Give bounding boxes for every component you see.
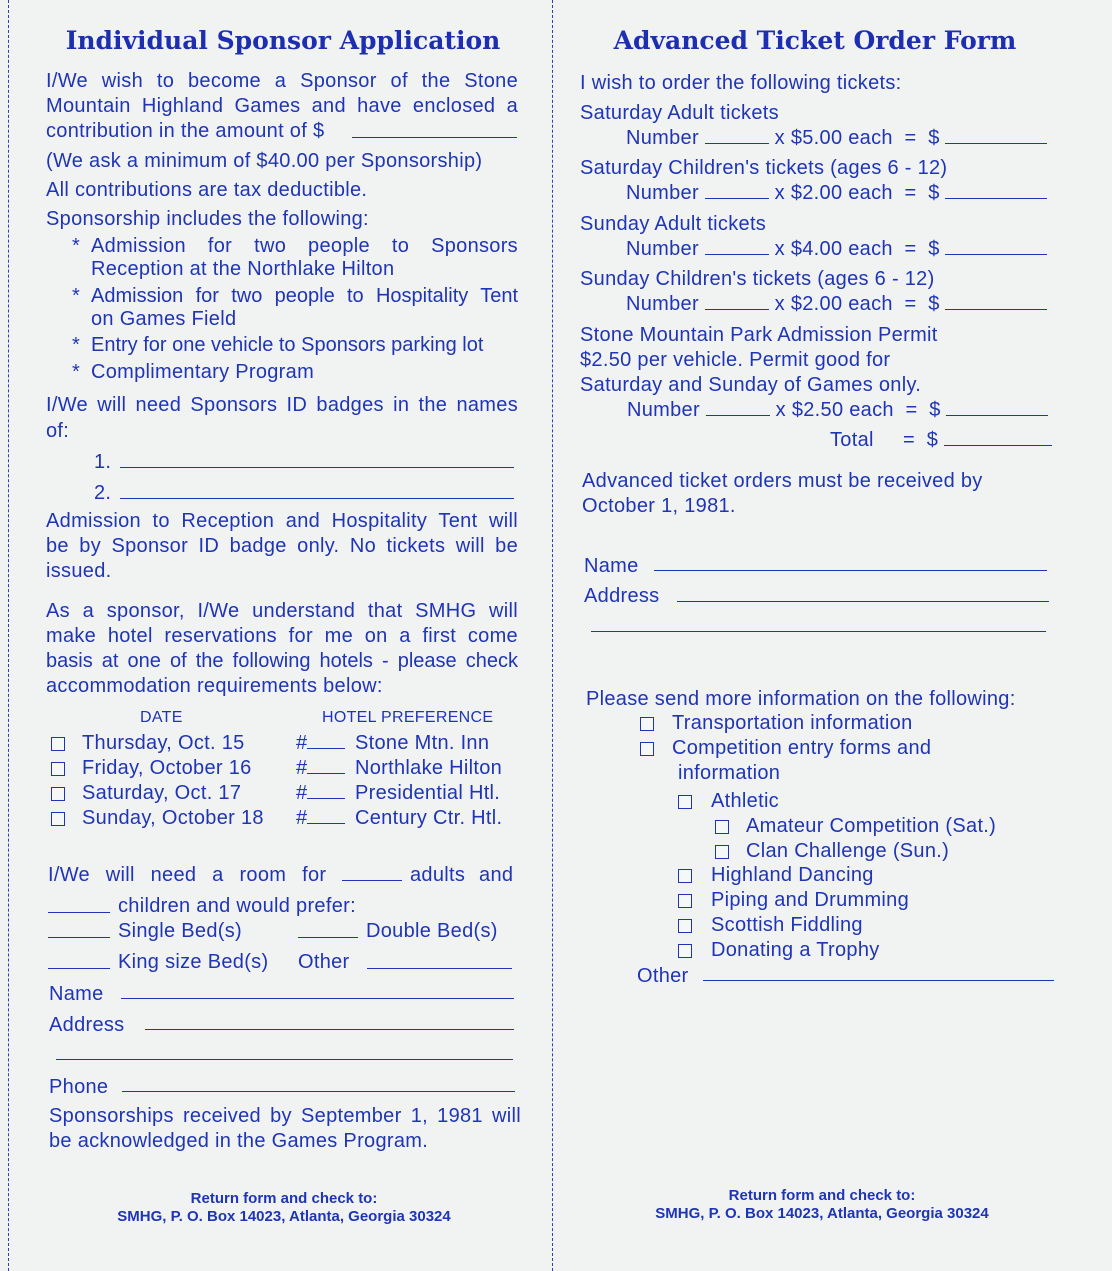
amount-field[interactable] — [945, 293, 1047, 310]
permit-amount-field[interactable] — [946, 399, 1048, 416]
hotel-option: Presidential Htl. — [355, 782, 501, 804]
badge-number: 2. — [94, 482, 112, 504]
permit-text: $2.50 per vehicle. Permit good for — [580, 349, 891, 371]
benefit-item: Admission for two people to Sponsors — [91, 235, 518, 257]
total-label: Total = $ — [830, 429, 939, 451]
address-label: Address — [49, 1014, 125, 1036]
total-row — [830, 429, 1052, 451]
benefit-item: on Games Field — [91, 308, 237, 330]
minimum-note: (We ask a minimum of $40.00 per Sponsorship) — [46, 150, 483, 172]
info-option: Highland Dancing — [711, 864, 874, 886]
hash-label: # — [296, 732, 308, 754]
king-bed-label: King size Bed(s) — [118, 951, 269, 973]
hotel-intro: basis at one of the following hotels - please check — [46, 650, 518, 672]
deadline-text: Advanced ticket orders must be received by — [582, 470, 983, 492]
date-option: Saturday, Oct. 17 — [82, 782, 242, 804]
ticket-row — [626, 238, 1047, 260]
bullet-icon: * — [72, 361, 81, 383]
info-option: Scottish Fiddling — [711, 914, 863, 936]
name-field[interactable] — [121, 998, 514, 999]
number-label: Number — [626, 238, 699, 260]
other-bed-field[interactable] — [367, 968, 512, 969]
info-checkbox[interactable] — [678, 869, 692, 883]
ticket-row — [626, 182, 1047, 204]
info-checkbox[interactable] — [640, 742, 654, 756]
quantity-field[interactable] — [705, 182, 769, 199]
bullet-icon: * — [72, 235, 81, 257]
date-checkbox[interactable] — [51, 812, 65, 826]
info-option: Athletic — [711, 790, 779, 812]
tickets-title: Advanced Ticket Order Form — [613, 26, 1017, 55]
phone-field[interactable] — [122, 1091, 515, 1092]
room-text: children and would prefer: — [118, 895, 356, 917]
info-checkbox[interactable] — [678, 795, 692, 809]
intro-line: Mountain Highland Games and have enclosed a — [46, 95, 518, 117]
quantity-field[interactable] — [705, 238, 769, 255]
info-checkbox[interactable] — [640, 717, 654, 731]
intro-line: contribution in the amount of $ — [46, 120, 325, 142]
number-label: Number — [627, 399, 700, 421]
other-label: Other — [298, 951, 350, 973]
admission-text: be by Sponsor ID badge only. No tickets will be — [46, 535, 518, 557]
amount-field[interactable] — [945, 182, 1047, 199]
number-label: Number — [626, 127, 699, 149]
badges-text: of: — [46, 420, 70, 442]
hotel-option: Stone Mtn. Inn — [355, 732, 490, 754]
contribution-amount-field[interactable] — [352, 137, 517, 138]
permit-text: Stone Mountain Park Admission Permit — [580, 324, 938, 346]
bullet-icon: * — [72, 285, 81, 307]
badge-name-1-field[interactable] — [120, 467, 514, 468]
double-bed-label: Double Bed(s) — [366, 920, 498, 942]
address-field-2[interactable] — [56, 1059, 513, 1060]
info-checkbox[interactable] — [678, 894, 692, 908]
name-label: Name — [49, 983, 104, 1005]
perforation-center — [552, 0, 553, 1271]
date-checkbox[interactable] — [51, 787, 65, 801]
permit-row — [627, 399, 1048, 421]
address-field[interactable] — [145, 1029, 514, 1030]
amount-field[interactable] — [945, 238, 1047, 255]
adults-count-field[interactable] — [342, 880, 402, 881]
ticket-name-field[interactable] — [654, 570, 1047, 571]
deadline-text: October 1, 1981. — [582, 495, 736, 517]
address-label: Address — [584, 585, 660, 607]
hotel-rank[interactable] — [296, 807, 345, 829]
hash-label: # — [296, 782, 308, 804]
room-text: adults and — [410, 864, 514, 886]
includes-heading: Sponsorship includes the following: — [46, 208, 369, 230]
ack-text: Sponsorships received by September 1, 1981 will — [49, 1105, 521, 1127]
return-heading: Return form and check to: — [728, 1187, 916, 1204]
sponsor-title: Individual Sponsor Application — [65, 26, 501, 55]
quantity-field[interactable] — [705, 127, 769, 144]
hotel-option: Northlake Hilton — [355, 757, 503, 779]
permit-text: Saturday and Sunday of Games only. — [580, 374, 922, 396]
single-bed-field[interactable] — [48, 937, 110, 938]
price-label: x $2.50 each = $ — [775, 399, 941, 421]
hotel-intro: As a sponsor, I/We understand that SMHG will — [46, 600, 518, 622]
badges-text: I/We will need Sponsors ID badges in the names — [46, 394, 518, 416]
ticket-type: Saturday Adult tickets — [580, 102, 779, 124]
date-header: DATE — [140, 709, 183, 726]
other-label: Other — [637, 965, 689, 987]
number-label: Number — [626, 293, 699, 315]
info-checkbox[interactable] — [715, 820, 729, 834]
tax-note: All contributions are tax deductible. — [46, 179, 368, 201]
hash-label: # — [296, 807, 308, 829]
bullet-icon: * — [72, 334, 81, 356]
date-checkbox[interactable] — [51, 762, 65, 776]
hotel-intro: accommodation requirements below: — [46, 675, 383, 697]
date-option: Friday, October 16 — [82, 757, 252, 779]
other-info-field[interactable] — [703, 980, 1054, 981]
phone-label: Phone — [49, 1076, 109, 1098]
single-bed-label: Single Bed(s) — [118, 920, 242, 942]
double-bed-field[interactable] — [298, 937, 358, 938]
price-label: x $2.00 each = $ — [774, 182, 940, 204]
hotel-rank[interactable] — [296, 757, 345, 779]
name-label: Name — [584, 555, 639, 577]
room-text: I/We will need a room for — [48, 864, 327, 886]
info-option: Piping and Drumming — [711, 889, 910, 911]
hotel-rank[interactable] — [296, 732, 345, 754]
price-label: x $2.00 each = $ — [774, 293, 940, 315]
info-intro: Please send more information on the following: — [586, 688, 1016, 710]
date-checkbox[interactable] — [51, 737, 65, 751]
intro-line: I/We wish to become a Sponsor of the Stone — [46, 70, 518, 92]
hotel-intro: make hotel reservations for me on a first come — [46, 625, 518, 647]
king-bed-field[interactable] — [48, 968, 110, 969]
hotel-option: Century Ctr. Htl. — [355, 807, 503, 829]
info-option: information — [678, 762, 781, 784]
permit-quantity-field[interactable] — [706, 399, 770, 416]
ticket-type: Saturday Children's tickets (ages 6 - 12) — [580, 157, 948, 179]
perforation-left — [8, 0, 9, 1271]
benefit-item: Admission for two people to Hospitality Tent — [91, 285, 518, 307]
ack-text: be acknowledged in the Games Program. — [49, 1130, 429, 1152]
return-address: SMHG, P. O. Box 14023, Atlanta, Georgia 30324 — [117, 1208, 451, 1225]
info-option: Donating a Trophy — [711, 939, 880, 961]
total-field[interactable] — [944, 429, 1052, 446]
ticket-row — [626, 293, 1047, 315]
info-checkbox[interactable] — [715, 845, 729, 859]
badge-name-2-field[interactable] — [120, 498, 514, 499]
tickets-intro: I wish to order the following tickets: — [580, 72, 902, 94]
info-option: Clan Challenge (Sun.) — [746, 840, 950, 862]
ticket-type: Sunday Children's tickets (ages 6 - 12) — [580, 268, 935, 290]
children-count-field[interactable] — [48, 912, 110, 913]
ticket-address-field-2[interactable] — [591, 631, 1046, 632]
benefit-item: Reception at the Northlake Hilton — [91, 258, 395, 280]
hash-label: # — [296, 757, 308, 779]
return-heading: Return form and check to: — [190, 1190, 378, 1207]
date-option: Sunday, October 18 — [82, 807, 264, 829]
badge-number: 1. — [94, 451, 112, 473]
ticket-type: Sunday Adult tickets — [580, 213, 767, 235]
info-option: Transportation information — [672, 712, 913, 734]
admission-text: issued. — [46, 560, 112, 582]
ticket-address-field[interactable] — [677, 601, 1049, 602]
admission-text: Admission to Reception and Hospitality Tent will — [46, 510, 518, 532]
quantity-field[interactable] — [705, 293, 769, 310]
hotel-rank[interactable] — [296, 782, 345, 804]
info-checkbox[interactable] — [678, 919, 692, 933]
benefit-item: Entry for one vehicle to Sponsors parking lot — [91, 334, 484, 356]
info-checkbox[interactable] — [678, 944, 692, 958]
date-option: Thursday, Oct. 15 — [82, 732, 245, 754]
price-label: x $5.00 each = $ — [774, 127, 940, 149]
info-option: Competition entry forms and — [672, 737, 932, 759]
info-option: Amateur Competition (Sat.) — [746, 815, 997, 837]
benefit-item: Complimentary Program — [91, 361, 315, 383]
price-label: x $4.00 each = $ — [774, 238, 940, 260]
amount-field[interactable] — [945, 127, 1047, 144]
hotel-header: HOTEL PREFERENCE — [322, 709, 494, 726]
number-label: Number — [626, 182, 699, 204]
ticket-row — [626, 127, 1047, 149]
return-address: SMHG, P. O. Box 14023, Atlanta, Georgia 30324 — [655, 1205, 989, 1222]
